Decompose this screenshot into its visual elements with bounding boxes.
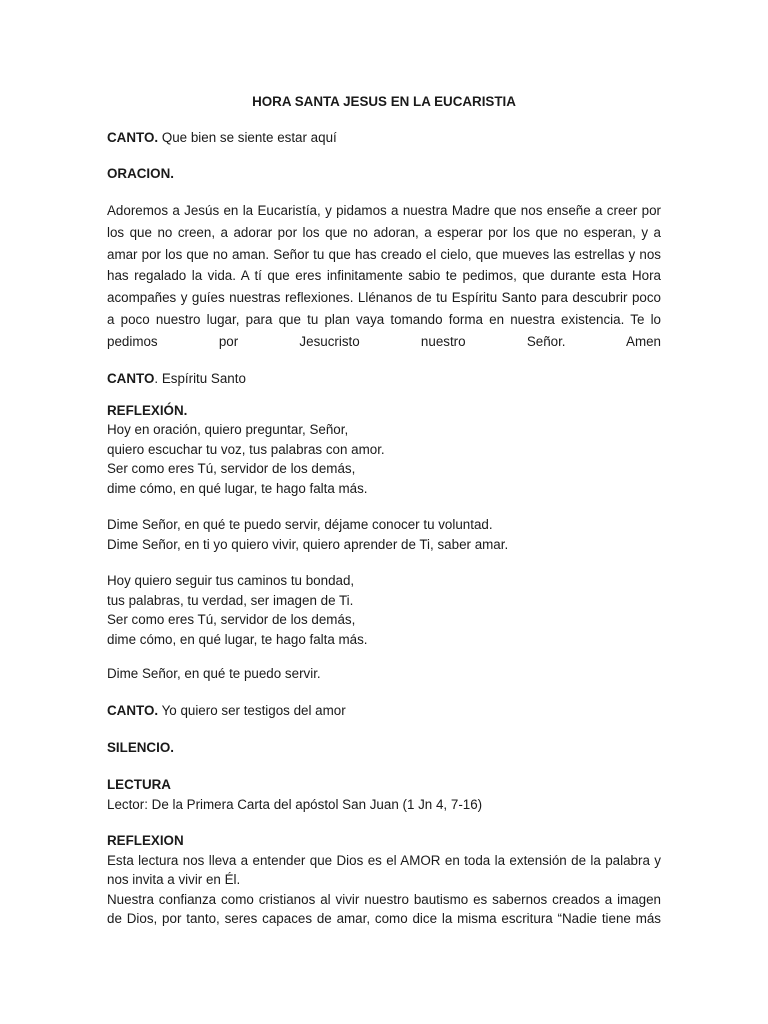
document-page — [107, 92, 661, 929]
verse-line: Dime Señor, en qué te puedo servir, déjame conocer tu voluntad. — [107, 517, 493, 533]
document-title: HORA SANTA JESUS EN LA EUCARISTIA — [252, 94, 516, 109]
lectura-section — [107, 775, 661, 814]
canto-espiritu-santo — [107, 369, 661, 389]
verse-line: Ser como eres Tú, servidor de los demás, — [107, 461, 356, 477]
oracion-line: los que no creen, a adorar por los que no adoran, a esperar por los que no esperan, y a — [107, 224, 661, 240]
verse-line: Hoy quiero seguir tus caminos tu bondad, — [107, 573, 355, 589]
reflexion-2-line: nos invita a vivir en Él. — [107, 872, 241, 888]
reflexion-2-line: de Dios, por tanto, seres capaces de amar, como dice la misma escritura “Nadie tiene más — [107, 911, 661, 927]
lectura-heading: LECTURA — [107, 777, 171, 793]
verse-line: Hoy en oración, quiero preguntar, Señor, — [107, 422, 349, 438]
verse-line: Ser como eres Tú, servidor de los demás, — [107, 612, 356, 628]
oracion-line: Adoremos a Jesús en la Eucaristía, y pidamos a nuestra Madre que nos enseñe a creer por — [107, 203, 661, 218]
reflexion-2-line: Nuestra confianza como cristianos al vivir nuestro bautismo es sabernos creados a imagen — [107, 891, 661, 907]
oracion-line: has regalado la vida. A tí que eres infinitamente sabio te pedimos, que durante esta Hora — [107, 268, 661, 284]
canto-testigos — [107, 701, 661, 721]
canto-text: Que bien se siente estar aquí — [158, 130, 337, 145]
oracion-line: amar por los que no aman. Señor tu que has creado el cielo, que mueves las estrellas y nos — [107, 246, 661, 262]
canto-que-bien — [107, 128, 661, 148]
reflexion-closing: Dime Señor, en qué te puedo servir. — [107, 666, 321, 682]
reflexion-stanza-3 — [107, 571, 661, 649]
oracion-line: acompañes y guíes nuestras reflexiones. Llénanos de tu Espíritu Santo para descubrir poco — [107, 290, 661, 306]
reflexion-2-heading: REFLEXION — [107, 833, 184, 849]
reflexion-2-section — [107, 831, 661, 929]
reflexion-stanza-2 — [107, 515, 661, 554]
canto-label: CANTO. — [107, 703, 159, 719]
verse-line: dime cómo, en qué lugar, te hago falta más. — [107, 480, 368, 496]
canto-label: CANTO. — [107, 130, 159, 145]
verse-line: tus palabras, tu verdad, ser imagen de Ti. — [107, 592, 354, 608]
verse-line: dime cómo, en qué lugar, te hago falta más. — [107, 631, 368, 647]
reflexion-section — [107, 401, 661, 499]
lectura-text: Lector: De la Primera Carta del apóstol San Juan (1 Jn 4, 7-16) — [107, 796, 483, 812]
oracion-heading: ORACION. — [107, 166, 174, 181]
canto-label: CANTO — [107, 370, 155, 386]
silencio-heading: SILENCIO. — [107, 740, 174, 756]
verse-line: Dime Señor, en ti yo quiero vivir, quiero aprender de Ti, saber amar. — [107, 536, 509, 552]
reflexion-2-line: Esta lectura nos lleva a entender que Dios es el AMOR en toda la extensión de la palabra y — [107, 852, 661, 868]
reflexion-heading: REFLEXIÓN. — [107, 402, 188, 418]
oracion-paragraph — [107, 200, 661, 353]
canto-text: . Espíritu Santo — [154, 370, 246, 386]
oracion-line: a poco nuestro lugar, para que tu plan vaya tomando forma en nuestra existencia. Te lo — [107, 311, 661, 327]
canto-text: Yo quiero ser testigos del amor — [158, 703, 346, 719]
oracion-line: pedimos por Jesucristo nuestro Señor. Amen — [107, 333, 661, 349]
verse-line: quiero escuchar tu voz, tus palabras con amor. — [107, 441, 385, 457]
